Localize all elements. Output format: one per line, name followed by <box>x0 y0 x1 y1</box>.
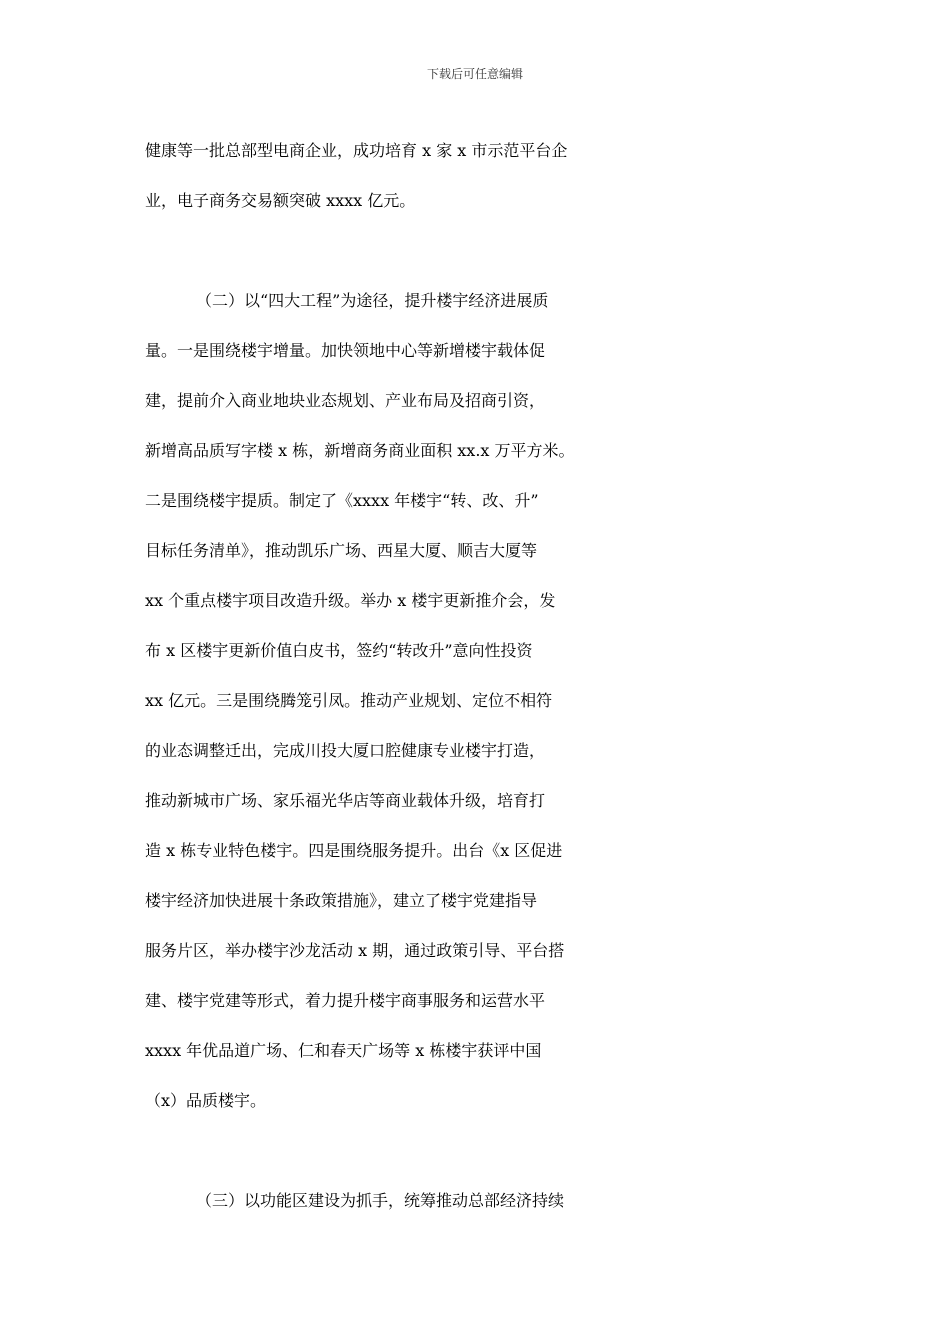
body-line: xx 个重点楼宇项目改造升级。举办 x 楼宇更新推介会，发 <box>145 591 556 610</box>
body-line: 新增高品质写字楼 x 栋，新增商务商业面积 xx.x 万平方米。 <box>145 441 575 460</box>
body-line: 的业态调整迁出，完成川投大厦口腔健康专业楼宇打造， <box>145 741 546 760</box>
body-line: 业，电子商务交易额突破 xxxx 亿元。 <box>145 191 416 210</box>
body-line: 目标任务清单》，推动凯乐广场、西星大厦、顺吉大厦等 <box>145 541 538 560</box>
body-line: （三）以功能区建设为抓手，统筹推动总部经济持续 <box>196 1191 565 1210</box>
body-line: 楼宇经济加快进展十条政策措施》，建立了楼宇党建指导 <box>145 891 538 910</box>
body-line: 推动新城市广场、家乐福光华店等商业载体升级，培育打 <box>145 791 546 810</box>
body-line: （x）品质楼宇。 <box>145 1091 267 1110</box>
body-line: 量。一是围绕楼宇增量。加快领地中心等新增楼宇载体促 <box>145 341 546 360</box>
body-line: xxxx 年优品道广场、仁和春天广场等 x 栋楼宇获评中国 <box>145 1041 542 1060</box>
body-line: 服务片区，举办楼宇沙龙活动 x 期，通过政策引导、平台搭 <box>145 941 565 960</box>
body-line: 健康等一批总部型电商企业，成功培育 x 家 x 市示范平台企 <box>145 141 568 160</box>
body-line: 建、楼宇党建等形式，着力提升楼宇商事服务和运营水平 <box>145 991 546 1010</box>
body-line: 建，提前介入商业地块业态规划、产业布局及招商引资， <box>145 391 546 410</box>
body-line: （二）以“四大工程”为途径，提升楼宇经济进展质 <box>196 291 549 310</box>
body-line: 造 x 栋专业特色楼宇。四是围绕服务提升。出台《x 区促进 <box>145 841 563 860</box>
page-header: 下载后可任意编辑 <box>426 67 523 81</box>
body-line: xx 亿元。三是围绕腾笼引凤。推动产业规划、定位不相符 <box>145 691 553 710</box>
body-line: 二是围绕楼宇提质。制定了《xxxx 年楼宇“转、改、升” <box>145 491 539 510</box>
body-line: 布 x 区楼宇更新价值白皮书，签约“转改升”意向性投资 <box>145 641 533 660</box>
